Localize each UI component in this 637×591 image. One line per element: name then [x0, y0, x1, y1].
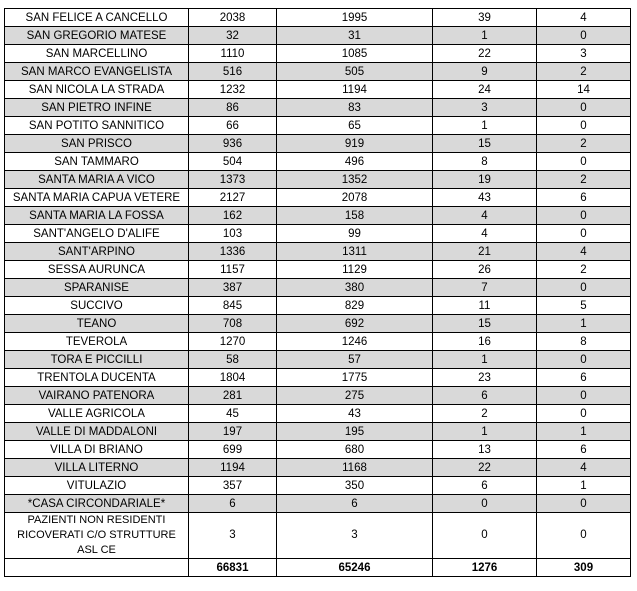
value-4-cell: 0	[537, 153, 631, 171]
total-value-2: 65246	[277, 559, 433, 577]
value-1-cell: 281	[189, 387, 277, 405]
value-1-cell: 1232	[189, 81, 277, 99]
municipality-name-cell: TEANO	[5, 315, 189, 333]
value-3-cell: 13	[433, 441, 537, 459]
value-3-cell: 7	[433, 279, 537, 297]
table-row	[5, 279, 631, 297]
value-2-cell: 57	[277, 351, 433, 369]
value-2-cell: 275	[277, 387, 433, 405]
value-2-cell: 505	[277, 63, 433, 81]
value-3-cell: 6	[433, 387, 537, 405]
value-4-cell: 2	[537, 135, 631, 153]
value-1-cell: 504	[189, 153, 277, 171]
municipality-data-table	[4, 8, 631, 577]
value-3-cell: 9	[433, 63, 537, 81]
table-row	[5, 207, 631, 225]
value-4-cell: 0	[537, 387, 631, 405]
value-2-cell: 195	[277, 423, 433, 441]
value-3-cell: 16	[433, 333, 537, 351]
value-4-cell: 2	[537, 261, 631, 279]
table-row	[5, 9, 631, 27]
value-1-cell: 845	[189, 297, 277, 315]
value-3-cell: 22	[433, 459, 537, 477]
municipality-name-cell: SAN PRISCO	[5, 135, 189, 153]
value-1-cell: 1157	[189, 261, 277, 279]
value-3-cell: 39	[433, 9, 537, 27]
value-1-cell: 86	[189, 99, 277, 117]
table-row	[5, 297, 631, 315]
value-4-cell: 0	[537, 495, 631, 513]
table-row	[5, 459, 631, 477]
table-row	[5, 99, 631, 117]
value-2-cell: 65	[277, 117, 433, 135]
value-1-cell: 58	[189, 351, 277, 369]
value-1-cell: 936	[189, 135, 277, 153]
municipality-name-cell: SANT'ARPINO	[5, 243, 189, 261]
total-value-1: 66831	[189, 559, 277, 577]
table-row	[5, 225, 631, 243]
value-1-cell: 708	[189, 315, 277, 333]
value-2-cell: 829	[277, 297, 433, 315]
value-3-cell: 19	[433, 171, 537, 189]
value-3-cell: 43	[433, 189, 537, 207]
value-3-cell: 1	[433, 423, 537, 441]
table-row	[5, 81, 631, 99]
table-row	[5, 243, 631, 261]
value-1-cell: 357	[189, 477, 277, 495]
table-row	[5, 441, 631, 459]
table-row	[5, 153, 631, 171]
value-2-cell: 83	[277, 99, 433, 117]
value-1-cell: 103	[189, 225, 277, 243]
value-2-cell: 692	[277, 315, 433, 333]
table-row	[5, 315, 631, 333]
table-row	[5, 513, 631, 559]
value-2-cell: 1168	[277, 459, 433, 477]
value-2-cell: 2078	[277, 189, 433, 207]
value-2-cell: 31	[277, 27, 433, 45]
value-2-cell: 496	[277, 153, 433, 171]
municipality-name-cell: VILLA LITERNO	[5, 459, 189, 477]
value-4-cell: 6	[537, 441, 631, 459]
value-1-cell: 1194	[189, 459, 277, 477]
value-3-cell: 15	[433, 135, 537, 153]
municipality-name-cell: SAN MARCELLINO	[5, 45, 189, 63]
municipality-name-cell: SANTA MARIA A VICO	[5, 171, 189, 189]
value-4-cell: 1	[537, 315, 631, 333]
value-3-cell: 4	[433, 225, 537, 243]
value-3-cell: 6	[433, 477, 537, 495]
value-2-cell: 919	[277, 135, 433, 153]
value-3-cell: 2	[433, 405, 537, 423]
table-row	[5, 189, 631, 207]
municipality-name-cell: SAN FELICE A CANCELLO	[5, 9, 189, 27]
value-1-cell: 1336	[189, 243, 277, 261]
value-1-cell: 2038	[189, 9, 277, 27]
value-1-cell: 1804	[189, 369, 277, 387]
municipality-name-cell: SAN MARCO EVANGELISTA	[5, 63, 189, 81]
total-value-4: 309	[537, 559, 631, 577]
municipality-name-cell: SANT'ANGELO D'ALIFE	[5, 225, 189, 243]
value-4-cell: 1	[537, 477, 631, 495]
value-3-cell: 15	[433, 315, 537, 333]
municipality-name-cell: SANTA MARIA CAPUA VETERE	[5, 189, 189, 207]
municipality-name-cell: SPARANISE	[5, 279, 189, 297]
totals-label-cell	[5, 559, 189, 577]
value-4-cell: 0	[537, 225, 631, 243]
value-3-cell: 11	[433, 297, 537, 315]
value-3-cell: 0	[433, 495, 537, 513]
table-row	[5, 63, 631, 81]
table-row	[5, 351, 631, 369]
value-4-cell: 2	[537, 63, 631, 81]
value-1-cell: 162	[189, 207, 277, 225]
value-2-cell: 1194	[277, 81, 433, 99]
table-body	[5, 9, 631, 559]
value-2-cell: 3	[277, 513, 433, 559]
municipality-name-cell: VILLA DI BRIANO	[5, 441, 189, 459]
municipality-name-cell: SAN POTITO SANNITICO	[5, 117, 189, 135]
table-row	[5, 135, 631, 153]
value-1-cell: 197	[189, 423, 277, 441]
value-2-cell: 43	[277, 405, 433, 423]
municipality-name-cell: VITULAZIO	[5, 477, 189, 495]
value-4-cell: 4	[537, 9, 631, 27]
value-1-cell: 1110	[189, 45, 277, 63]
value-1-cell: 516	[189, 63, 277, 81]
value-4-cell: 0	[537, 117, 631, 135]
value-3-cell: 8	[433, 153, 537, 171]
value-2-cell: 1352	[277, 171, 433, 189]
value-4-cell: 8	[537, 333, 631, 351]
value-2-cell: 1995	[277, 9, 433, 27]
totals-row	[5, 559, 631, 577]
value-4-cell: 6	[537, 189, 631, 207]
value-4-cell: 1	[537, 423, 631, 441]
value-3-cell: 24	[433, 81, 537, 99]
value-2-cell: 380	[277, 279, 433, 297]
table-row	[5, 45, 631, 63]
value-3-cell: 22	[433, 45, 537, 63]
municipality-name-cell: SAN NICOLA LA STRADA	[5, 81, 189, 99]
table-row	[5, 333, 631, 351]
value-1-cell: 387	[189, 279, 277, 297]
total-value-3: 1276	[433, 559, 537, 577]
value-2-cell: 1775	[277, 369, 433, 387]
value-1-cell: 699	[189, 441, 277, 459]
municipality-name-cell: SANTA MARIA LA FOSSA	[5, 207, 189, 225]
value-2-cell: 680	[277, 441, 433, 459]
value-1-cell: 32	[189, 27, 277, 45]
value-4-cell: 0	[537, 279, 631, 297]
municipality-name-cell: SESSA AURUNCA	[5, 261, 189, 279]
value-4-cell: 0	[537, 513, 631, 559]
table-row	[5, 423, 631, 441]
municipality-name-cell: VALLE AGRICOLA	[5, 405, 189, 423]
table-row	[5, 27, 631, 45]
municipality-name-cell: SAN GREGORIO MATESE	[5, 27, 189, 45]
value-3-cell: 21	[433, 243, 537, 261]
municipality-name-cell: TORA E PICCILLI	[5, 351, 189, 369]
municipality-name-cell: *CASA CIRCONDARIALE*	[5, 495, 189, 513]
table-row	[5, 369, 631, 387]
value-4-cell: 0	[537, 351, 631, 369]
value-3-cell: 3	[433, 99, 537, 117]
value-2-cell: 1085	[277, 45, 433, 63]
municipality-name-cell: SAN PIETRO INFINE	[5, 99, 189, 117]
table-row	[5, 171, 631, 189]
value-3-cell: 1	[433, 27, 537, 45]
value-1-cell: 45	[189, 405, 277, 423]
value-2-cell: 99	[277, 225, 433, 243]
value-4-cell: 4	[537, 459, 631, 477]
value-1-cell: 3	[189, 513, 277, 559]
value-2-cell: 1129	[277, 261, 433, 279]
table-row	[5, 495, 631, 513]
municipality-name-cell: VAIRANO PATENORA	[5, 387, 189, 405]
value-3-cell: 4	[433, 207, 537, 225]
value-2-cell: 1311	[277, 243, 433, 261]
value-2-cell: 350	[277, 477, 433, 495]
value-4-cell: 2	[537, 171, 631, 189]
municipality-name-cell: TEVEROLA	[5, 333, 189, 351]
value-3-cell: 1	[433, 117, 537, 135]
value-3-cell: 23	[433, 369, 537, 387]
value-3-cell: 26	[433, 261, 537, 279]
value-1-cell: 2127	[189, 189, 277, 207]
value-2-cell: 1246	[277, 333, 433, 351]
value-4-cell: 3	[537, 45, 631, 63]
value-4-cell: 0	[537, 27, 631, 45]
municipality-name-cell: SAN TAMMARO	[5, 153, 189, 171]
table-row	[5, 387, 631, 405]
table-row	[5, 117, 631, 135]
value-2-cell: 158	[277, 207, 433, 225]
value-2-cell: 6	[277, 495, 433, 513]
value-4-cell: 0	[537, 207, 631, 225]
table-row	[5, 405, 631, 423]
value-3-cell: 0	[433, 513, 537, 559]
municipality-name-cell: PAZIENTI NON RESIDENTI RICOVERATI C/O STRUTTURE ASL CE	[5, 513, 189, 559]
table-row	[5, 477, 631, 495]
value-4-cell: 6	[537, 369, 631, 387]
value-4-cell: 14	[537, 81, 631, 99]
value-4-cell: 4	[537, 243, 631, 261]
value-1-cell: 6	[189, 495, 277, 513]
municipality-name-cell: SUCCIVO	[5, 297, 189, 315]
value-4-cell: 0	[537, 99, 631, 117]
value-4-cell: 0	[537, 405, 631, 423]
municipality-name-cell: VALLE DI MADDALONI	[5, 423, 189, 441]
municipality-name-cell: TRENTOLA DUCENTA	[5, 369, 189, 387]
value-1-cell: 1373	[189, 171, 277, 189]
value-4-cell: 5	[537, 297, 631, 315]
value-1-cell: 1270	[189, 333, 277, 351]
table-row	[5, 261, 631, 279]
value-3-cell: 1	[433, 351, 537, 369]
value-1-cell: 66	[189, 117, 277, 135]
